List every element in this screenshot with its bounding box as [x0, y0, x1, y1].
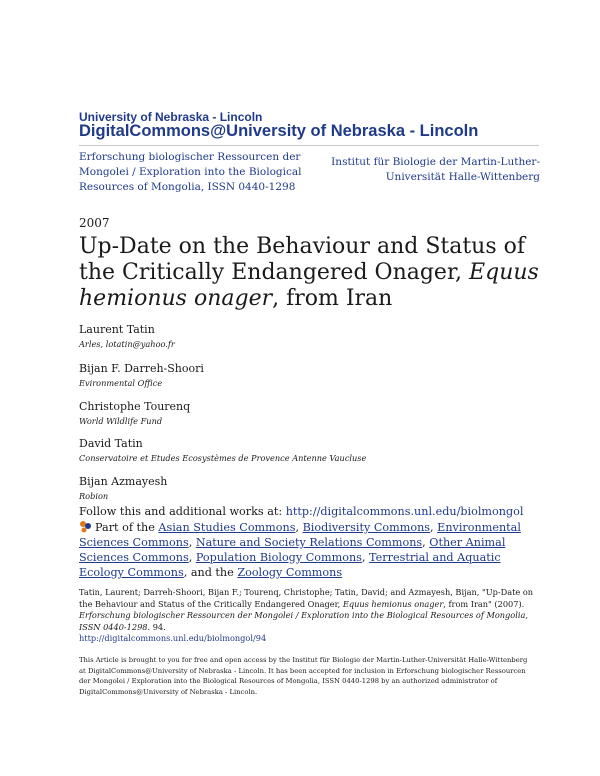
series-link-left[interactable]: Erforschung biologischer Ressourcen der Mongolei / Exploration into the Biological Resources of Mongolia, ISSN 0440-1298 [79, 151, 302, 193]
follow-line [79, 505, 523, 518]
article-title [79, 234, 549, 312]
repository-title[interactable]: DigitalCommons@University of Nebraska - Lincoln [79, 122, 479, 140]
citation-journal: Erforschung biologischer Ressourcen der Mongolei / Exploration into the Biological Resources of Mongolia, ISSN 0440-1298 [79, 610, 528, 632]
commons-link[interactable]: Zoology Commons [237, 566, 343, 579]
commons-link[interactable]: Other Animal Sciences Commons [79, 536, 506, 564]
author-name: David Tatin [79, 437, 143, 450]
author-affiliation: Evironmental Office [79, 378, 163, 388]
list-separator: , [422, 536, 430, 549]
commons-link[interactable]: Biodiversity Commons [302, 521, 431, 534]
publication-year: 2007 [79, 216, 110, 230]
citation-middle: , from Iran" (2007). [443, 598, 525, 609]
author-affiliation: Conservatoire et Etudes Ecosystèmes de Provence Antenne Vaucluse [79, 453, 367, 463]
part-of-prefix: Part of the [95, 521, 159, 534]
list-separator: , [188, 551, 196, 564]
university-name[interactable]: University of Nebraska - Lincoln [79, 110, 263, 124]
list-separator: , [188, 536, 196, 549]
follow-text: Follow this and additional works at: [79, 505, 286, 518]
list-separator: , [295, 521, 303, 534]
commons-link[interactable]: Terrestrial and Aquatic Ecology Commons [79, 551, 501, 579]
author-name: Laurent Tatin [79, 323, 155, 336]
network-commons-icon [79, 520, 92, 533]
part-of-commons [79, 520, 549, 580]
commons-link[interactable]: Population Biology Commons [195, 551, 362, 564]
author-name: Bijan F. Darreh-Shoori [79, 362, 204, 375]
title-species: Equus hemionus onager [79, 260, 539, 311]
citation-authors: Tatin, Laurent; Darreh-Shoori, Bijan F.; Tourenq, Christophe; Tatin, David; and Azmayesh, Bijan, "Up-Date on the Behaviour and Status of the Critically Endangered Onager, [79, 587, 534, 609]
title-part2: , from Iran [272, 286, 393, 311]
author-affiliation: World Wildlife Fund [79, 416, 163, 426]
list-separator: , [430, 521, 438, 534]
author-name: Christophe Tourenq [79, 400, 191, 413]
list-separator: , [361, 551, 370, 564]
author-name: Bijan Azmayesh [79, 475, 168, 488]
series-link-right[interactable]: Institut für Biologie der Martin-Luther-Universität Halle-Wittenberg [331, 156, 540, 183]
author-affiliation: Arles, lotatin@yahoo.fr [79, 339, 175, 349]
header-divider [79, 145, 539, 146]
commons-link[interactable]: Nature and Society Relations Commons [195, 536, 423, 549]
commons-link[interactable]: Environmental Sciences Commons [79, 521, 521, 549]
list-separator: , and the [183, 566, 238, 579]
citation-end: . 94. [147, 621, 166, 632]
author-affiliation: Robion [79, 491, 109, 501]
recommended-citation [79, 587, 549, 645]
title-part1: Up-Date on the Behaviour and Status of the Critically Endangered Onager, [79, 234, 526, 285]
collection-link[interactable]: http://digitalcommons.unl.edu/biolmongol [285, 505, 524, 518]
commons-link[interactable]: Asian Studies Commons [158, 521, 296, 534]
access-statement: This Article is brought to you for free and open access by the Institut für Biologie der Martin-Luther-Universität Halle-Wittenberg at DigitalCommons@University of Nebraska - Lincoln. It has been accepted for inclusion in Erforschung biologischer Ressourcen der Mongolei / Exploration into the Biological Resources of Mongolia, ISSN 0440-1298 by an authorized administrator of DigitalCommons@University of Nebraska - Lincoln. [79, 656, 528, 696]
citation-url-link[interactable]: http://digitalcommons.unl.edu/biolmongol/94 [79, 633, 267, 643]
citation-species: Equus hemionus onager [342, 598, 444, 609]
